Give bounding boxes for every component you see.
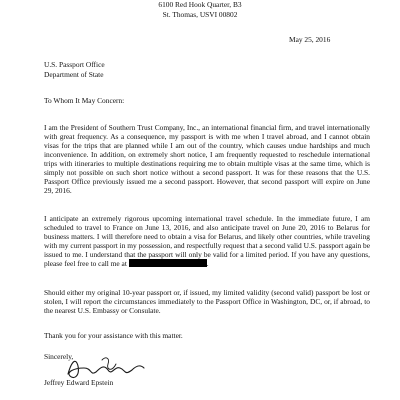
paragraph-2-end: .	[206, 259, 209, 268]
sender-address-line-2: St. Thomas, USVI 00802	[162, 10, 238, 19]
letter-date: May 25, 2016	[289, 35, 331, 44]
paragraph-2	[44, 214, 370, 268]
recipient-line-1: U.S. Passport Office	[44, 60, 105, 69]
sender-address-line-1: 6100 Red Hook Quarter, B3	[158, 0, 242, 9]
paragraph-4: Thank you for your assistance with this matter.	[44, 331, 183, 340]
paragraph-1: I am the President of Southern Trust Company, Inc., an international financial firm, and travel internationally with great frequency. As a consequence, my passport is with me when I travel abroad, and I cannot obtain visas for the trips that are planned while I am out of the country, which causes undue hardships and much inconvenience. In addition, on extremely short notice, I am frequently requested to reschedule international trips with itineraries to multiple destinations requiring me to obtain multiple visas at the same time, which is simply not possible on such short notice without a second passport. It was for these reasons that the U.S. Passport Office previously issued me a second passport. However, that second passport will expire on June 29, 2016.	[44, 123, 370, 195]
salutation: To Whom It May Concern:	[44, 96, 125, 105]
recipient-line-2: Department of State	[44, 70, 104, 79]
redaction-bar	[129, 259, 207, 267]
paragraph-3: Should either my original 10-year passport or, if issued, my limited validity (second valid) passport be lost or stolen, I will report the circumstances immediately to the Passport Office in Washington, DC, or, if abroad, to the nearest U.S. Embassy or Consulate.	[44, 288, 370, 315]
paragraph-2-text: I anticipate an extremely rigorous upcoming international travel schedule. In the immediate future, I am scheduled to travel to France on June 13, 2016, and also anticipate travel on June 20, 2016 to Belarus for business matters. I will therefore need to obtain a visa for Belarus, and likely other countries, while traveling with my current passport in my possession, and respectfully request that a second valid U.S. passport again be issued to me. I understand that the passport will only be valid for a limited period. If you have any questions, please feel free to call me at	[44, 214, 370, 268]
closing: Sincerely,	[44, 352, 74, 361]
signatory-name: Jeffrey Edward Epstein	[44, 378, 114, 388]
